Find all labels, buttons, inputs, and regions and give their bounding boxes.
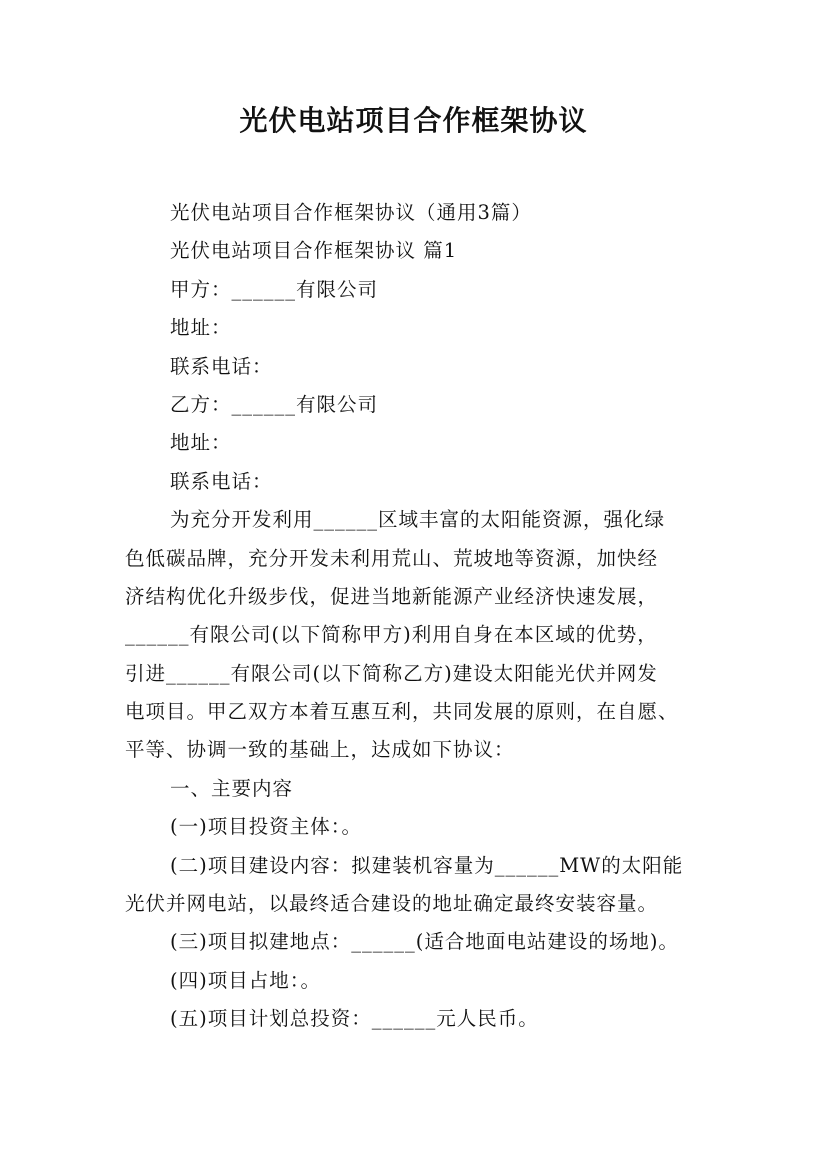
clause-construction: (二)项目建设内容：拟建装机容量为______MW的太阳能: [170, 853, 684, 877]
party-a-name: 甲方：______有限公司: [170, 277, 379, 301]
party-a-phone: 联系电话：: [170, 354, 273, 378]
clause-location: (三)项目拟建地点：______(适合地面电站建设的场地)。: [170, 930, 679, 954]
intro-paragraph-line: 引进______有限公司(以下简称乙方)建设太阳能光伏并网发: [125, 661, 658, 685]
section-heading: 光伏电站项目合作框架协议 篇1: [170, 239, 458, 263]
clause-investor: (一)项目投资主体：。: [170, 815, 362, 839]
clause-investment: (五)项目计划总投资：______元人民币。: [170, 1007, 539, 1031]
clause-construction-cont: 光伏并网电站，以最终适合建设的地址确定最终安装容量。: [125, 892, 659, 916]
intro-paragraph-line: 平等、协调一致的基础上，达成如下协议：: [125, 738, 515, 762]
intro-paragraph-line: 色低碳品牌，充分开发未利用荒山、荒坡地等资源，加快经: [125, 546, 659, 570]
intro-paragraph-line: 电项目。甲乙双方本着互惠互利，共同发展的原则，在自愿、: [125, 700, 679, 724]
document-body: [125, 194, 725, 1039]
intro-paragraph-line: 济结构优化升级步伐，促进当地新能源产业经济快速发展，: [125, 584, 659, 608]
intro-paragraph-line: 为充分开发利用______区域丰富的太阳能资源，强化绿: [170, 508, 666, 532]
subtitle-line: 光伏电站项目合作框架协议（通用3篇）: [170, 201, 532, 224]
document-title: 光伏电站项目合作框架协议: [239, 104, 588, 137]
clause-land: (四)项目占地：。: [170, 968, 321, 992]
party-b-phone: 联系电话：: [170, 469, 273, 493]
party-a-address: 地址：: [170, 316, 232, 340]
intro-paragraph-line: ______有限公司(以下简称甲方)利用自身在本区域的优势，: [125, 623, 658, 647]
party-b-address: 地址：: [170, 431, 232, 455]
party-b-name: 乙方：______有限公司: [170, 392, 379, 416]
main-content-heading: 一、主要内容: [170, 776, 294, 800]
